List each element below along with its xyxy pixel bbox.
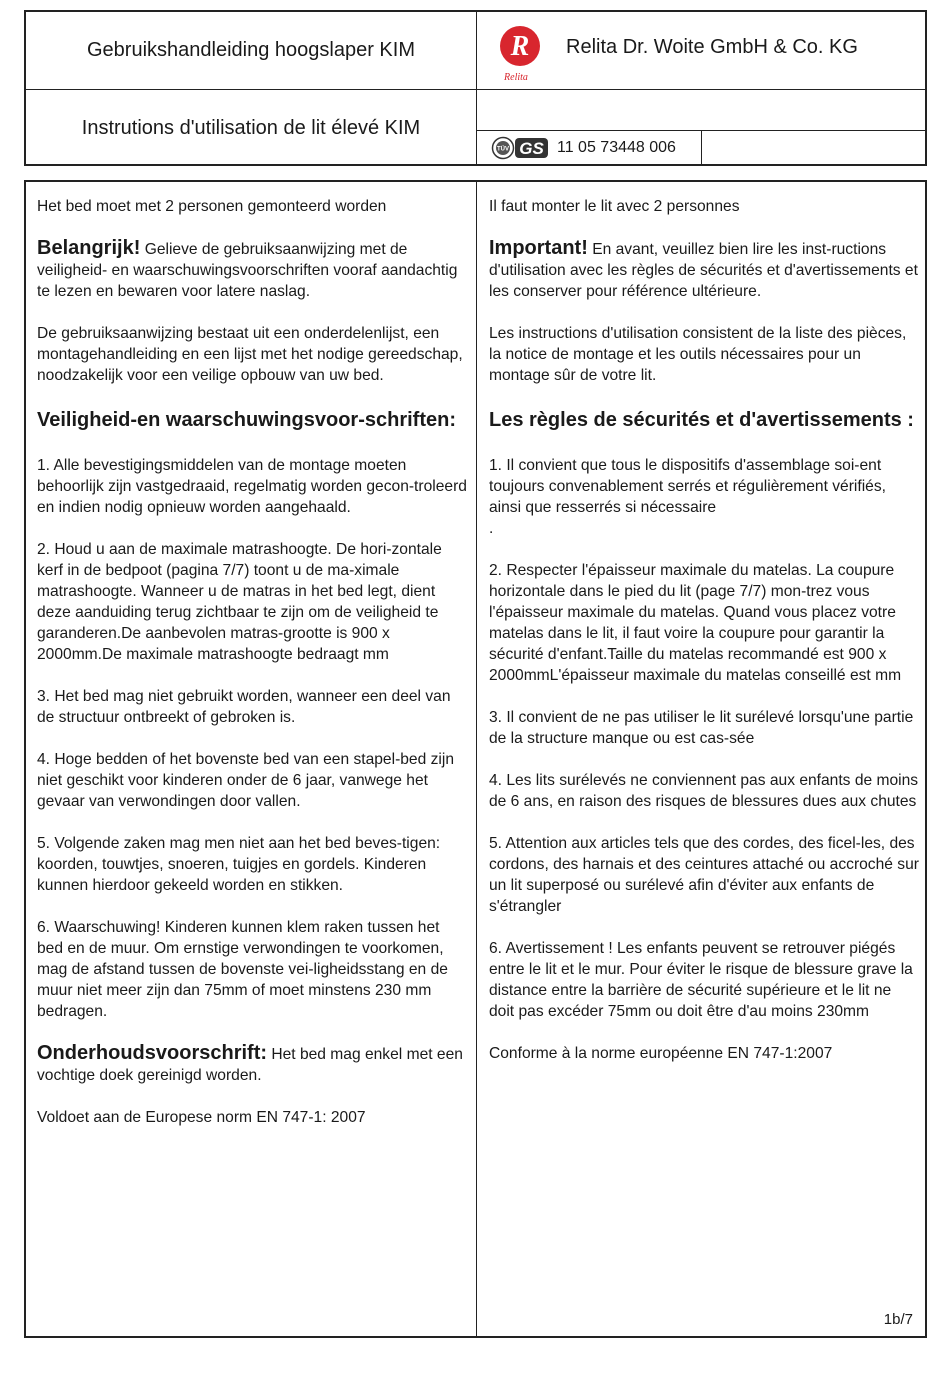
page-number: 1b/7 [883,1311,913,1328]
rule-2: 2. Houd u aan de maximale matrashoogte. De hori-zontale kerf in de bedpoot (pagina 7/7) toont u de ma-ximale matrashoogte. Wanneer u de matras in het bed legt, dient deze aanduiding terug zichtbaar te zijn om de veiligheid te garanderen.De aanbevolen matras-grootte is 900 x 2000mm.De maximale matrashoogte bedraagt mm [37,541,442,663]
certification-box [477,130,702,166]
important-label: Belangrijk! [37,237,141,259]
maintenance-text: Het bed mag enkel met een vochtige doek gereinigd worden. [37,1046,463,1084]
norm-text: Conforme à la norme européenne EN 747-1:2007 [489,1045,833,1062]
rule-3: 3. Het bed mag niet gebruikt worden, wanneer een deel van de structuur ontbreekt of gebroken is. [37,688,451,726]
important-text: En avant, veuillez bien lire les inst-ructions d'utilisation avec les règles de sécurités et d'avertissements et les conserver pour référence ultérieure. [489,241,918,300]
rule-3: 3. Il convient de ne pas utiliser le lit surélevé lorsqu'une partie de la structure manque ou est cas-sée [489,709,914,747]
rule-6: 6. Avertissement ! Les enfants peuvent se retrouver piégés entre le lit et le mur. Pour éviter le risque de blessure grave la distance entre la barrière de sécurité supérieure et le lit ne doit pas excéder 75mm ou doit être d'au moins 230mm [489,940,913,1020]
instructions-body [24,180,927,1338]
rule-6: 6. Waarschuwing! Kinderen kunnen klem raken tussen het bed en de muur. Om ernstige verwondingen te voorkomen, mag de afstand tussen de bovenste vei-ligheidsstang en de muur niet meer zijn dan 75mm of moet minstens 230 mm bedragen. [37,919,448,1020]
important-text: Gelieve de gebruiksaanwijzing met de veiligheid- en waarschuwingsvoorschriften vooraf aandachtig te lezen en bewaren voor latere naslag. [37,241,458,300]
logo-letter: R [510,31,530,62]
maintenance-paragraph [37,1043,467,1086]
title-dutch: Gebruikshandleiding hoogslaper KIM [87,39,415,61]
important-paragraph [37,238,467,302]
rule-5: 5. Volgende zaken mag men niet aan het bed beves-tigen: koorden, touwtjes, snoeren, tuigjes en gordels. Kinderen kunnen hierdoor gekeeld worden en stikken. [37,835,441,894]
body-divider-vertical [476,182,477,1338]
tuv-mark: TÜV [497,146,509,153]
rule-4: 4. Les lits surélevés ne conviennent pas aux enfants de moins de 6 ans, en raison des risques de blessures dues aux chutes [489,772,919,810]
rule-2: 2. Respecter l'épaisseur maximale du matelas. La coupure horizontale dans le pied du lit (page 7/7) mon-trez vous l'épaisseur maximale du matelas. Quand vous placez votre matelas dans le lit, il faut voire la coupure pour garantir la sécurité d'enfant.Taille du matelas recommandé est 900 x 2000mmL'épaisseur maximale du matelas conseillé est mm [489,562,902,684]
intro-text: Het bed moet met 2 personen gemonteerd worden [37,198,387,215]
maintenance-label: Onderhoudsvoorschrift: [37,1042,268,1064]
french-column [489,196,919,1085]
tuv-gs-certification-icon [491,136,549,160]
certificate-number: 11 05 73448 006 [557,139,676,156]
dutch-column [37,196,467,1149]
header-blank-field [477,90,927,131]
gs-mark: GS [519,139,544,158]
rule-5: 5. Attention aux articles tels que des cordes, des ficel-les, des cordons, des harnais et des ceintures attaché ou accroché sur un lit superposé ou surélevé afin d'éviter aux enfants de s'étrangler [489,835,919,915]
manual-contents: Les instructions d'utilisation consistent de la liste des pièces, la notice de montage et les outils nécessaires pour un montage sûr de votre lit. [489,325,907,384]
norm-text: Voldoet aan de Europese norm EN 747-1: 2007 [37,1109,366,1126]
safety-heading: Les règles de sécurités et d'avertissements : [489,409,914,431]
document-header [24,10,927,166]
title-french: Instrutions d'utilisation de lit élevé KIM [81,116,421,139]
important-paragraph [489,238,919,302]
rule-1: 1. Il convient que tous le dispositifs d'assemblage soi-ent toujours convenablement serrés et régulièrement vérifiés, ainsi que resserrés si nécessaire . [489,457,886,537]
important-label: Important! [489,237,588,259]
logo-caption: Relita [504,72,528,82]
manual-contents: De gebruiksaanwijzing bestaat uit een onderdelenlijst, een montagehandleiding en een lijst met het nodige gereedschap, noodzakelijk voor een veilige opbouw van uw bed. [37,325,463,384]
rule-1: 1. Alle bevestigingsmiddelen van de montage moeten behoorlijk zijn vastgedraaid, regelmatig worden gecon-troleerd en indien nodig opnieuw worden aangehaald. [37,457,467,516]
company-name: Relita Dr. Woite GmbH & Co. KG [566,36,858,58]
rule-4: 4. Hoge bedden of het bovenste bed van een stapel-bed zijn niet geschikt voor kinderen onder de 6 jaar, vanwege het gevaar van verwondingen door vallen. [37,751,455,810]
relita-logo-icon [496,22,552,82]
safety-heading: Veiligheid-en waarschuwingsvoor-schriften: [37,409,456,431]
intro-text: Il faut monter le lit avec 2 personnes [489,198,740,215]
